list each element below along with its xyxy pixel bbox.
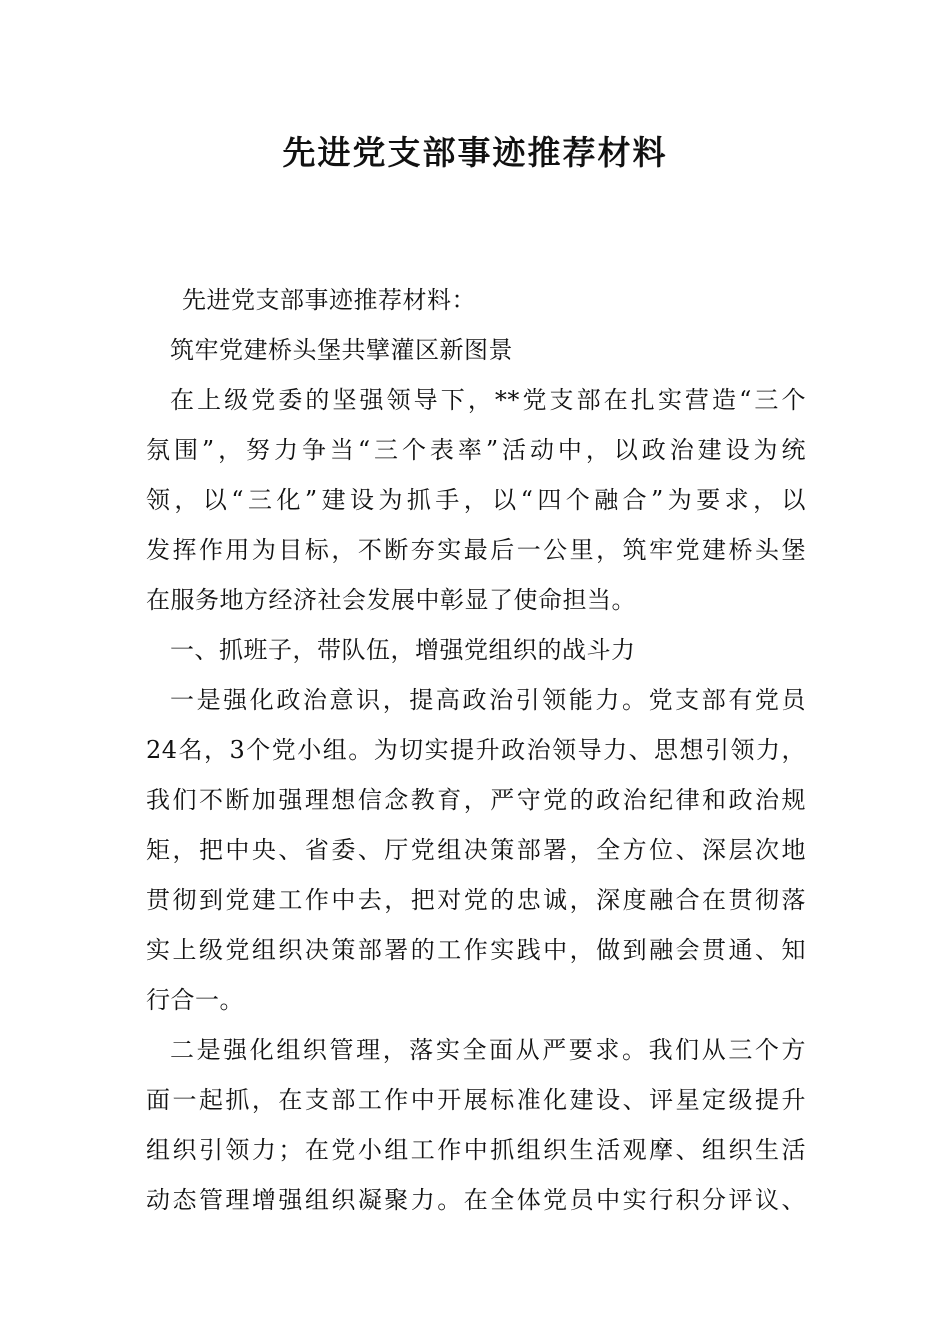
paragraph-line: 氛围”，努力争当“三个表率”活动中，以政治建设为统 (146, 436, 806, 464)
paragraph-line: 一是强化政治意识，提高政治引领能力。党支部有党员 (170, 686, 806, 714)
document-title: 先进党支部事迹推荐材料 (282, 133, 668, 172)
paragraph-line: 发挥作用为目标，不断夯实最后一公里，筑牢党建桥头堡 (146, 536, 806, 564)
paragraph-line: 在服务地方经济社会发展中彰显了使命担当。 (146, 586, 636, 614)
paragraph-line: 矩，把中央、省委、厅党组决策部署，全方位、深层次地 (146, 836, 806, 864)
paragraph-line: 在上级党委的坚强领导下，**党支部在扎实营造“三个 (170, 386, 806, 414)
paragraph-line: 面一起抓，在支部工作中开展标准化建设、评星定级提升 (146, 1086, 806, 1114)
subtitle-line: 先进党支部事迹推荐材料： (182, 286, 476, 314)
paragraph-line: 动态管理增强组织凝聚力。在全体党员中实行积分评议、 (146, 1186, 806, 1214)
heading-line: 筑牢党建桥头堡共擘灌区新图景 (170, 336, 513, 364)
paragraph-line: 组织引领力；在党小组工作中抓组织生活观摩、组织生活 (146, 1136, 806, 1164)
paragraph-line: 24名，3个党小组。为切实提升政治领导力、思想引领力， (146, 736, 806, 764)
paragraph-line: 领，以“三化”建设为抓手，以“四个融合”为要求，以 (146, 486, 806, 514)
paragraph-line: 贯彻到党建工作中去，把对党的忠诚，深度融合在贯彻落 (146, 886, 806, 914)
paragraph-line: 实上级党组织决策部署的工作实践中，做到融会贯通、知 (146, 936, 806, 964)
paragraph-line: 二是强化组织管理，落实全面从严要求。我们从三个方 (170, 1036, 806, 1064)
paragraph-line: 行合一。 (146, 986, 244, 1014)
paragraph-line: 我们不断加强理想信念教育，严守党的政治纪律和政治规 (146, 786, 806, 814)
section-heading: 一、抓班子，带队伍，增强党组织的战斗力 (170, 636, 636, 664)
